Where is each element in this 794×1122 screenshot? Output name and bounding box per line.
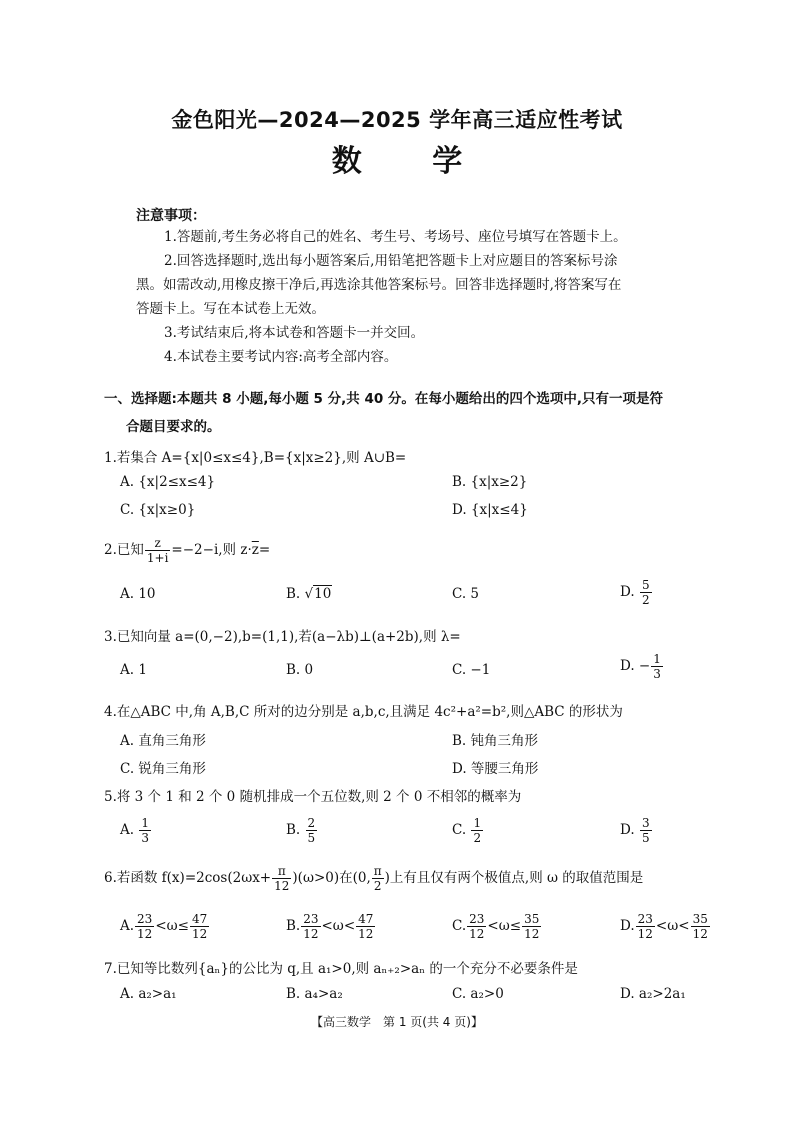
notice-item-3: 3.考试结束后,将本试卷和答题卡一并交回。	[164, 325, 425, 341]
question-1-option-a: A. {x|2≤x≤4}	[120, 474, 216, 490]
notice-item-4: 4.本试卷主要考试内容:高考全部内容。	[164, 349, 398, 365]
fraction-numerator: 3	[641, 816, 650, 830]
fraction-numerator: 35	[692, 912, 708, 926]
question-2-option-c: C. 5	[452, 586, 480, 602]
option-operator: <ω≤	[155, 918, 189, 934]
notice-item-2: 2.回答选择题时,选出每小题答案后,用铅笔把答题卡上对应题目的答案标号涂	[164, 253, 618, 269]
question-4-option-c: C. 锐角三角形	[120, 761, 206, 777]
question-5-stem: 5.将 3 个 1 和 2 个 0 随机排成一个五位数,则 2 个 0 不相邻的概率为	[104, 789, 522, 805]
fraction-denominator: 12	[692, 927, 708, 941]
option-label: B.	[286, 586, 301, 602]
fraction-numerator: 47	[358, 912, 374, 926]
option-fraction	[640, 578, 652, 607]
fraction-denominator: 12	[524, 927, 540, 941]
question-5-option-c	[452, 816, 484, 845]
fraction-denominator: 2	[641, 593, 650, 607]
option-fraction	[190, 912, 209, 941]
fraction-denominator: 12	[137, 927, 153, 941]
question-6-mid: )(ω>0)在(0,	[292, 870, 371, 886]
question-2-stem	[104, 536, 724, 565]
question-6-pre: 6.若函数 f(x)=2cos(2ωx+	[104, 870, 272, 886]
question-7-stem: 7.已知等比数列{aₙ}的公比为 q,且 a₁>0,则 aₙ₊₂>aₙ 的一个充分不必要条件是	[104, 961, 578, 977]
notice-item-1: 1.答题前,考生务必将自己的姓名、考生号、考场号、座位号填写在答题卡上。	[164, 229, 627, 245]
question-2-option-a: A. 10	[120, 586, 156, 602]
fraction-numerator: 23	[469, 912, 485, 926]
fraction-denominator: 12	[637, 927, 653, 941]
question-6-post: )上有且仅有两个极值点,则 ω 的取值范围是	[384, 870, 644, 886]
fraction-numerator: 35	[524, 912, 540, 926]
question-2-conjugate: $\overline{z}$	[251, 542, 259, 558]
question-3-option-d	[620, 652, 664, 681]
fraction-numerator: 1	[653, 652, 661, 666]
fraction-numerator: 1	[473, 816, 482, 830]
option-fraction	[135, 912, 154, 941]
question-6-option-c	[452, 912, 542, 941]
notice-heading: 注意事项：	[136, 208, 206, 224]
option-fraction	[301, 912, 320, 941]
fraction-numerator: 23	[303, 912, 319, 926]
option-label: B.	[286, 918, 301, 934]
question-4-option-b: B. 钝角三角形	[452, 733, 539, 749]
fraction-denominator: 12	[358, 927, 374, 941]
question-3-stem: 3.已知向量 a=(0,−2),b=(1,1),若(a−λb)⊥(a+2b),则 λ=	[104, 629, 461, 645]
question-6-fraction-2	[372, 864, 384, 893]
option-label: D.	[620, 584, 635, 600]
option-operator: <ω<	[321, 918, 356, 934]
option-fraction	[691, 912, 710, 941]
question-5-option-d	[620, 816, 653, 845]
question-7-option-b: B. a₄>a₂	[286, 986, 343, 1002]
option-label: D.	[620, 822, 635, 838]
fraction-denominator: 5	[641, 831, 650, 845]
radicand: 10	[314, 586, 332, 602]
fraction-numerator: 5	[641, 578, 650, 592]
fraction-numerator: π	[373, 864, 382, 878]
option-label: B.	[286, 822, 301, 838]
option-label: C.	[452, 918, 467, 934]
option-fraction	[356, 912, 375, 941]
exam-title: 金色阳光—2024—2025 学年高三适应性考试	[171, 108, 623, 132]
question-2-post: =−2−i,则 z·	[171, 542, 252, 558]
fraction-denominator: 5	[307, 831, 316, 845]
question-1-option-c: C. {x|x≥0}	[120, 502, 196, 518]
option-label: C.	[452, 822, 467, 838]
question-6-option-a	[120, 912, 210, 941]
notice-item-2-cont: 黑。如需改动,用橡皮擦干净后,再选涂其他答案标号。回答非选择题时,将答案写在	[136, 277, 622, 293]
fraction-denominator: 2	[473, 831, 482, 845]
fraction-denominator: 12	[191, 927, 208, 941]
option-fraction	[636, 912, 655, 941]
option-fraction	[522, 912, 541, 941]
fraction-denominator: 12	[469, 927, 485, 941]
question-4-option-a: A. 直角三角形	[120, 733, 206, 749]
option-operator: <ω≤	[487, 918, 522, 934]
fraction-denominator: 3	[653, 667, 661, 681]
option-fraction	[139, 816, 151, 845]
option-label: D.	[620, 918, 635, 934]
fraction-numerator: z	[145, 536, 171, 551]
option-label: A.	[120, 822, 135, 838]
option-label: D. −	[620, 658, 651, 674]
option-operator: <ω<	[655, 918, 690, 934]
question-6-stem	[104, 864, 724, 893]
question-5-option-a	[120, 816, 152, 845]
section-1-line1: 一、选择题:本题共 8 小题,每小题 5 分,共 40 分。在每小题给出的四个选项中,只有一项是符	[104, 391, 664, 407]
fraction-numerator: 2	[307, 816, 316, 830]
question-2-pre: 2.已知	[104, 542, 144, 558]
fraction-denominator: 2	[373, 879, 382, 893]
question-1-option-b: B. {x|x≥2}	[452, 474, 528, 490]
question-2-fraction	[145, 536, 171, 565]
option-fraction	[651, 652, 663, 681]
question-4-stem: 4.在△ABC 中,角 A,B,C 所对的边分别是 a,b,c,且满足 4c²+a²=b²,则△ABC 的形状为	[104, 704, 623, 720]
section-1-heading	[104, 385, 724, 441]
question-2-option-d	[620, 578, 653, 607]
fraction-numerator: 23	[637, 912, 653, 926]
question-7-option-c: C. a₂>0	[452, 986, 504, 1002]
option-fraction	[471, 816, 483, 845]
fraction-numerator: 47	[191, 912, 208, 926]
subject-title: 数 学	[331, 144, 463, 179]
question-7-option-d: D. a₂>2a₁	[620, 986, 686, 1002]
fraction-denominator: 1+i	[146, 551, 169, 565]
section-1-line2: 合题目要求的。	[126, 419, 221, 435]
question-6-fraction-1	[272, 864, 291, 893]
option-fraction	[640, 816, 652, 845]
question-4-option-d: D. 等腰三角形	[452, 761, 539, 777]
question-6-option-d	[620, 912, 711, 941]
question-6-option-b	[286, 912, 376, 941]
fraction-denominator: 12	[303, 927, 319, 941]
question-2-option-b: B. √10	[286, 586, 332, 602]
fraction-numerator: π	[272, 864, 291, 879]
page-footer: 【高三数学 第 1 页(共 4 页)】	[311, 1015, 483, 1029]
fraction-denominator: 12	[274, 879, 290, 893]
question-7-option-a: A. a₂>a₁	[120, 986, 177, 1002]
option-label: A.	[120, 918, 135, 934]
question-1-stem: 1.若集合 A={x|0≤x≤4},B={x|x≥2},则 A∪B=	[104, 450, 407, 466]
question-1-option-d: D. {x|x≤4}	[452, 502, 528, 518]
option-fraction	[306, 816, 318, 845]
question-5-option-b	[286, 816, 318, 845]
fraction-denominator: 3	[141, 831, 149, 845]
fraction-numerator: 1	[141, 816, 149, 830]
question-3-option-b: B. 0	[286, 662, 314, 678]
option-fraction	[467, 912, 486, 941]
notice-item-2-cont2: 答题卡上。写在本试卷上无效。	[136, 301, 325, 317]
question-2-eq: =	[258, 542, 271, 558]
question-3-option-a: A. 1	[120, 662, 147, 678]
question-3-option-c: C. −1	[452, 662, 491, 678]
fraction-numerator: 23	[137, 912, 153, 926]
